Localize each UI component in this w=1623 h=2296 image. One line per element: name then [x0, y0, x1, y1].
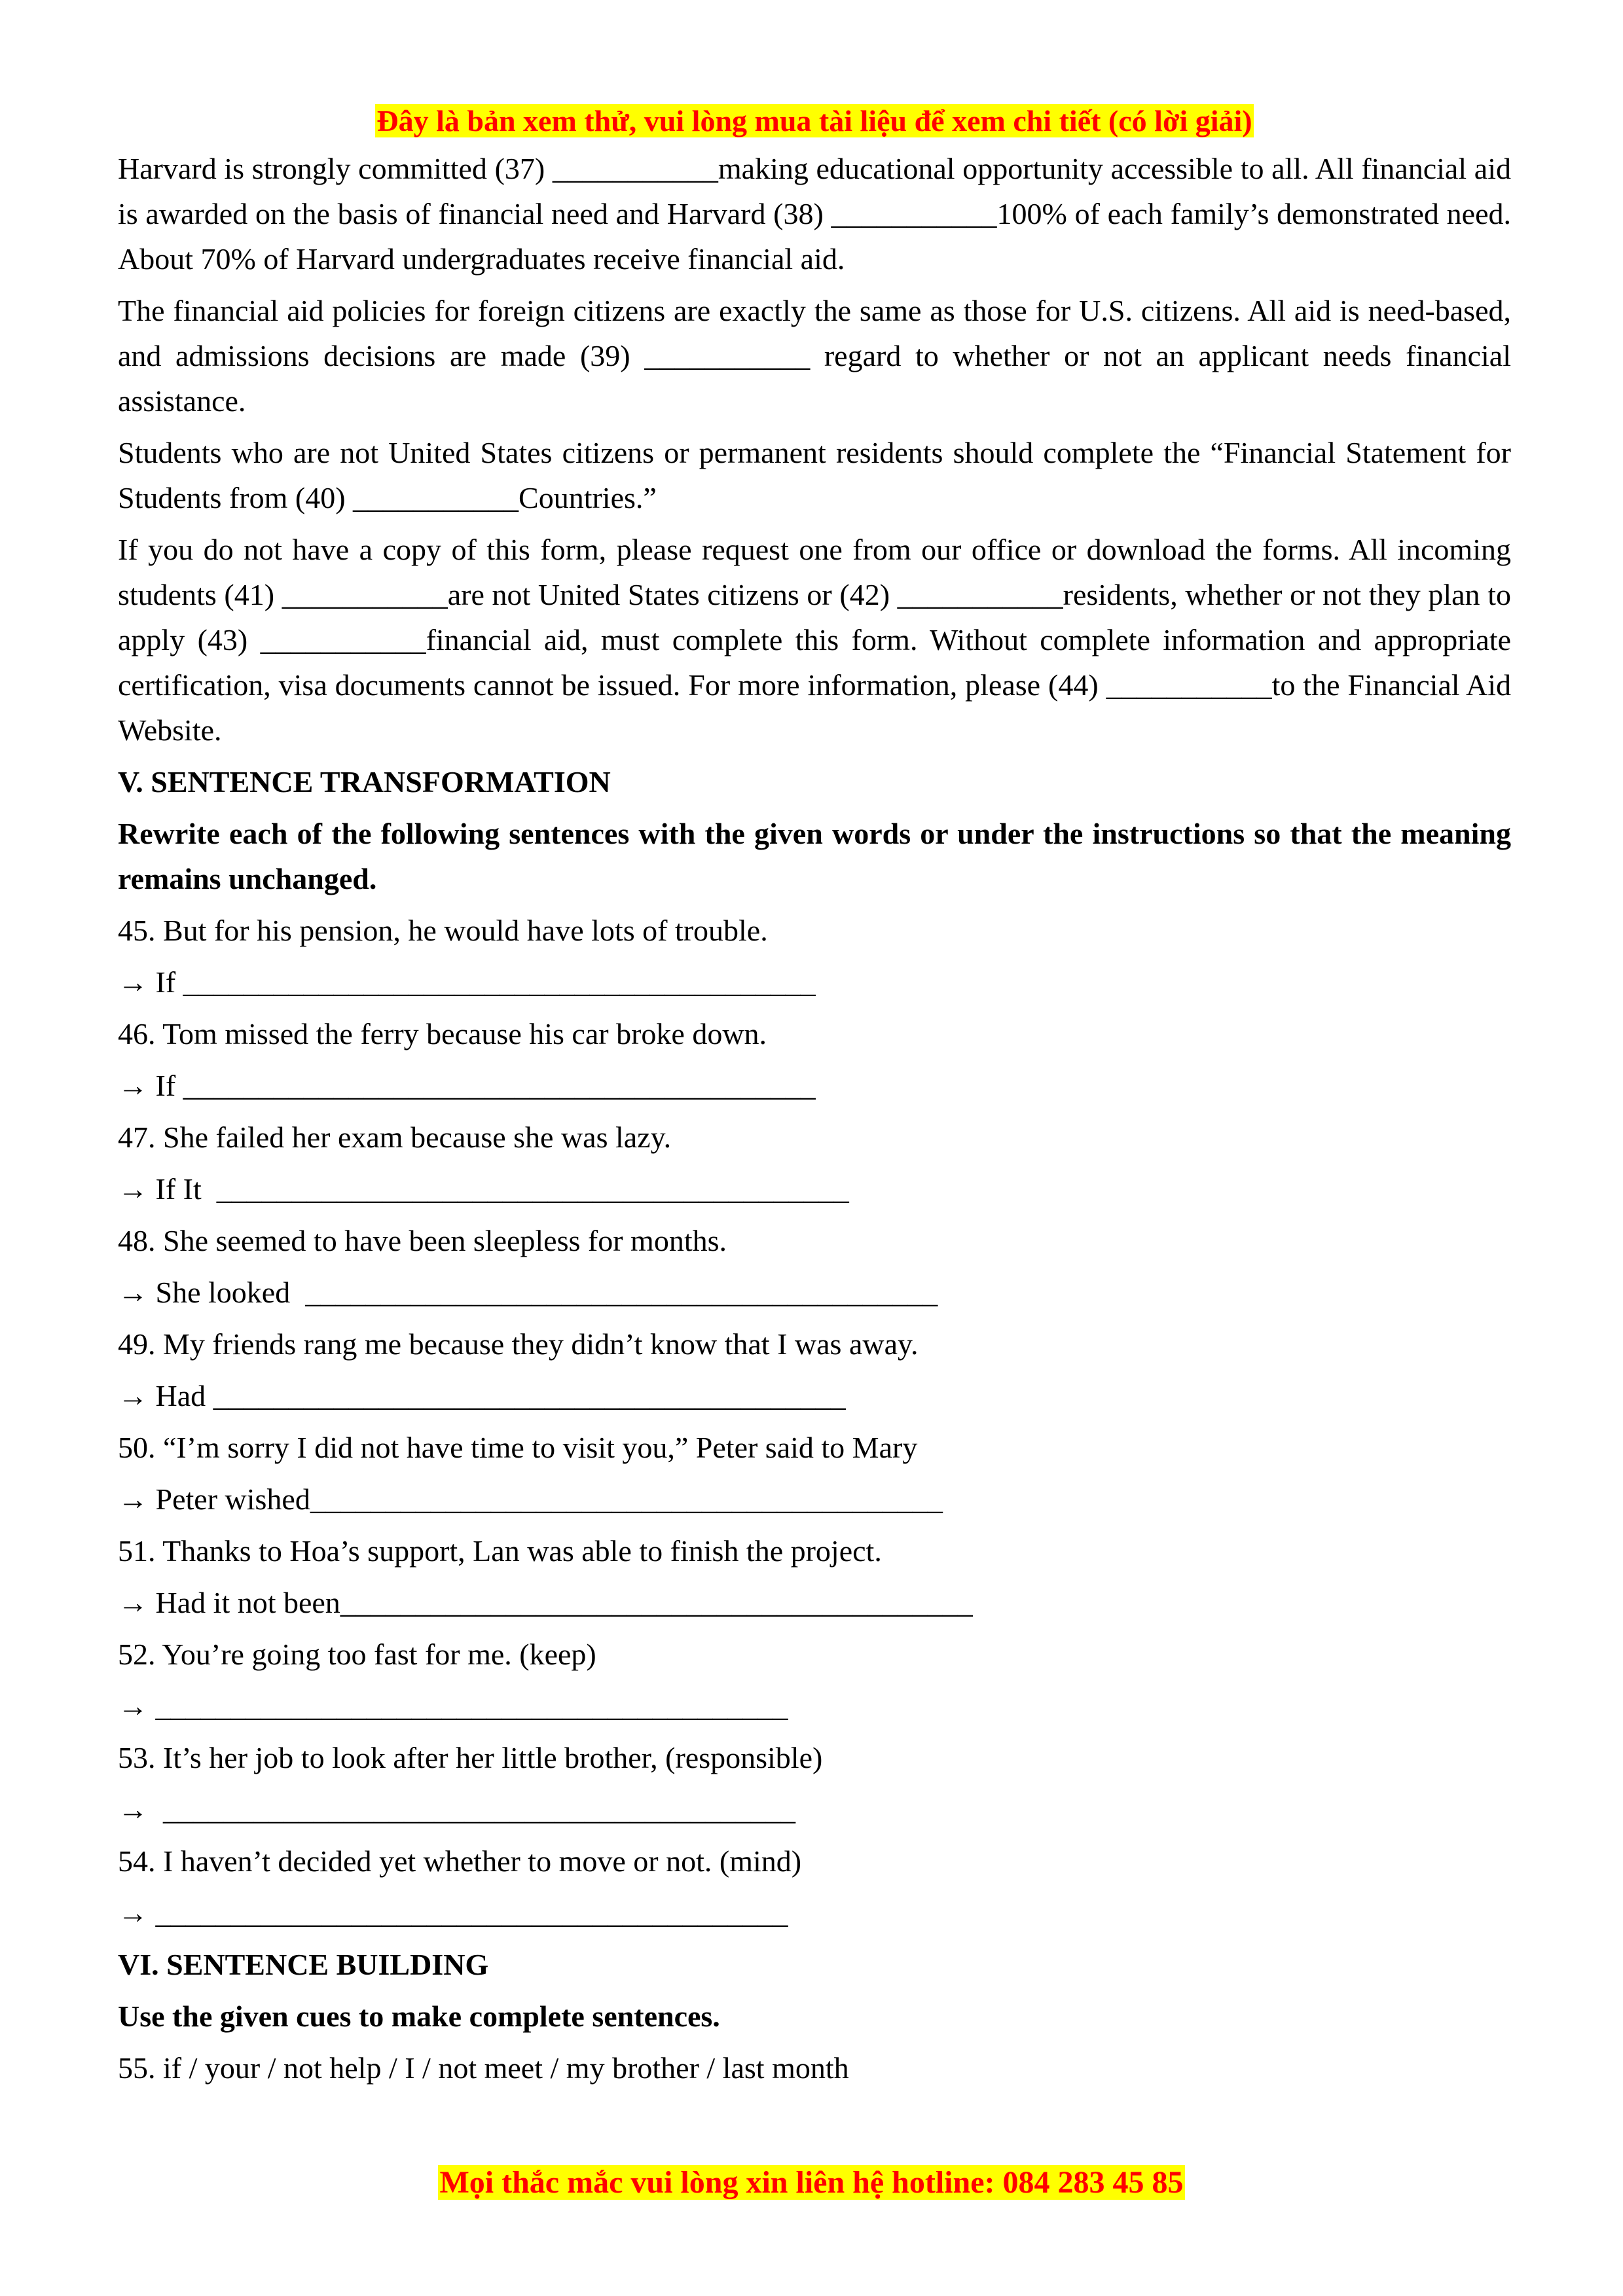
- answer-line: → If __________________________________________: [118, 965, 816, 999]
- answer-line: → Peter wished__________________________________________: [118, 1482, 943, 1516]
- question-text: 46. Tom missed the ferry because his car broke down.: [118, 1017, 767, 1050]
- document-page: [118, 98, 1511, 2097]
- passage-paragraph: The financial aid policies for foreign citizens are exactly the same as those for U.S. citizens. All aid is need-based, and admissions decisions are made (39) ___________ regard to whether or not an applicant needs financial assistance.: [118, 294, 1511, 418]
- answer-line: → Had __________________________________________: [118, 1379, 846, 1412]
- passage-paragraph: If you do not have a copy of this form, please request one from our office or download the forms. All incoming students (41) ___________are not United States citizens or (42) ___________residents, whether or not they plan to apply (43) ___________financial aid, must complete this form. Without complete information and appropriate certification, visa documents cannot be issued. For more information, please (44) ___________to the Financial Aid Website.: [118, 533, 1511, 747]
- answer-line: → __________________________________________: [118, 1689, 788, 1723]
- passage-paragraph: Students who are not United States citizens or permanent residents should complete the “Financial Statement for Students from (40) ___________Countries.”: [118, 436, 1511, 514]
- answer-line: → __________________________________________: [118, 1896, 788, 1929]
- section-instruction: Use the given cues to make complete sentences.: [118, 2000, 720, 2033]
- answer-line: → __________________________________________: [118, 1793, 795, 1826]
- question-text: 48. She seemed to have been sleepless for months.: [118, 1224, 727, 1257]
- section-instruction: Rewrite each of the following sentences with the given words or under the instructions so that the meaning remains unchanged.: [118, 817, 1511, 895]
- question-text: 49. My friends rang me because they didn’t know that I was away.: [118, 1327, 919, 1361]
- question-text: 54. I haven’t decided yet whether to move or not. (mind): [118, 1844, 802, 1878]
- answer-line: → If __________________________________________: [118, 1069, 816, 1102]
- answer-line: → She looked __________________________________________: [118, 1276, 938, 1309]
- answer-line: → Had it not been__________________________________________: [118, 1586, 973, 1619]
- question-text: 50. “I’m sorry I did not have time to visit you,” Peter said to Mary: [118, 1431, 918, 1464]
- section-heading: V. SENTENCE TRANSFORMATION: [118, 765, 611, 798]
- passage-paragraph: Harvard is strongly committed (37) ___________making educational opportunity accessible to all. All financial aid is awarded on the basis of financial need and Harvard (38) ___________100% of each family’s demonstrated need. About 70% of Harvard undergraduates receive financial aid.: [118, 152, 1511, 276]
- question-text: 51. Thanks to Hoa’s support, Lan was able to finish the project.: [118, 1534, 882, 1568]
- section-heading: VI. SENTENCE BUILDING: [118, 1948, 489, 1981]
- question-text: 55. if / your / not help / I / not meet / my brother / last month: [118, 2051, 849, 2085]
- preview-banner: Đây là bản xem thử, vui lòng mua tài liệu để xem chi tiết (có lời giải): [376, 104, 1252, 137]
- hotline-footer: Mọi thắc mắc vui lòng xin liên hệ hotline: 084 283 45 85: [439, 2165, 1184, 2200]
- answer-line: → If It __________________________________________: [118, 1172, 849, 1206]
- question-text: 47. She failed her exam because she was lazy.: [118, 1121, 672, 1154]
- question-text: 53. It’s her job to look after her little brother, (responsible): [118, 1741, 823, 1774]
- question-text: 52. You’re going too fast for me. (keep): [118, 1638, 596, 1671]
- question-text: 45. But for his pension, he would have lots of trouble.: [118, 914, 768, 947]
